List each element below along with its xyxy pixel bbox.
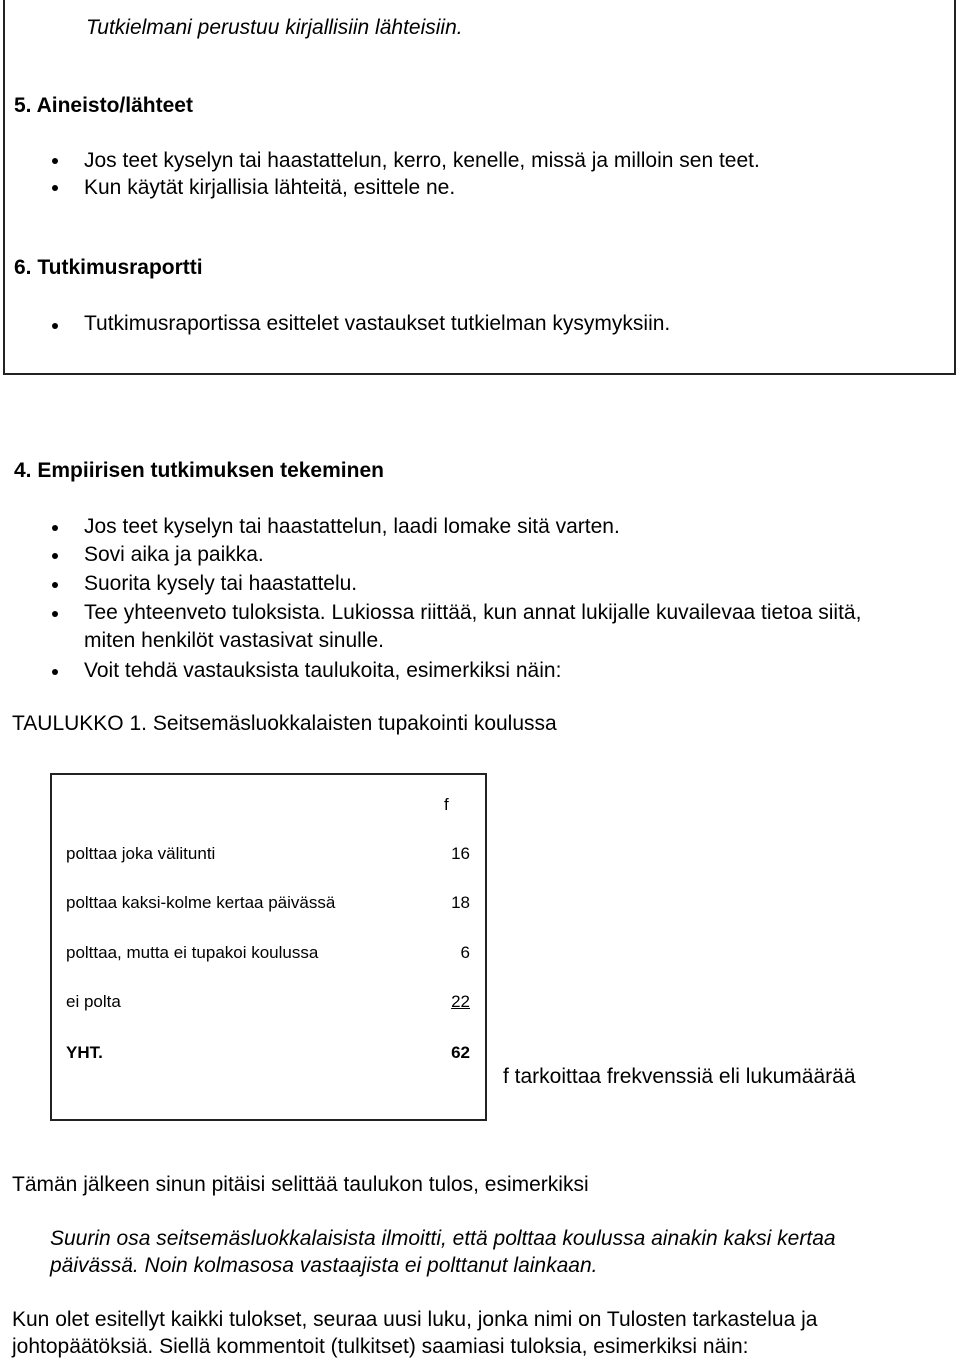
bullet-icon	[52, 553, 58, 559]
paragraph: johtopäätöksiä. Siellä kommentoit (tulkitset) saamiasi tuloksia, esimerkiksi näin:	[12, 1335, 749, 1358]
table-caption: TAULUKKO 1. Seitsemäsluokkalaisten tupakointi koulussa	[12, 712, 557, 735]
table-total-label: YHT.	[66, 1043, 103, 1062]
list-item: Sovi aika ja paikka.	[84, 543, 264, 566]
list-item: Voit tehdä vastauksista taulukoita, esimerkiksi näin:	[84, 659, 562, 682]
intro-text: Tutkielmani perustuu kirjallisiin lähteisiin.	[86, 16, 463, 39]
section-5-heading: 5. Aineisto/lähteet	[14, 94, 193, 117]
list-item: Tee yhteenveto tuloksista. Lukiossa riittää, kun annat lukijalle kuvailevaa tietoa siitä,	[84, 601, 862, 624]
bullet-icon	[52, 525, 58, 531]
table-row-value: 22	[451, 992, 470, 1011]
bullet-icon	[52, 611, 58, 617]
bullet-icon	[52, 185, 58, 191]
paragraph: Tämän jälkeen sinun pitäisi selittää taulukon tulos, esimerkiksi	[12, 1173, 589, 1196]
list-item: Kun käytät kirjallisia lähteitä, esittele ne.	[84, 176, 456, 199]
table-header-f: f	[444, 795, 449, 814]
section-4-heading: 4. Empiirisen tutkimuksen tekeminen	[14, 459, 384, 482]
bullet-icon	[52, 323, 58, 329]
table-note: f tarkoittaa frekvenssiä eli lukumäärää	[503, 1065, 856, 1088]
list-item: Jos teet kyselyn tai haastattelun, laadi lomake sitä varten.	[84, 515, 620, 538]
table-row-label: polttaa, mutta ei tupakoi koulussa	[66, 943, 319, 962]
list-item: Suorita kysely tai haastattelu.	[84, 572, 358, 595]
bullet-icon	[52, 582, 58, 588]
table-row-value: 6	[460, 943, 470, 962]
bullet-icon	[52, 669, 58, 675]
table-row-value: 16	[451, 844, 470, 863]
list-item-continuation: miten henkilöt vastasivat sinulle.	[84, 629, 384, 652]
list-item: Jos teet kyselyn tai haastattelun, kerro, kenelle, missä ja milloin sen teet.	[84, 149, 760, 172]
example-text: Suurin osa seitsemäsluokkalaisista ilmoitti, että polttaa koulussa ainakin kaksi kertaa	[50, 1227, 836, 1250]
table-row-label: ei polta	[66, 992, 121, 1011]
example-text: päivässä. Noin kolmasosa vastaajista ei polttanut lainkaan.	[50, 1254, 598, 1277]
table-row-label: polttaa joka välitunti	[66, 844, 216, 863]
section-6-heading: 6. Tutkimusraportti	[14, 256, 203, 279]
table-row-label: polttaa kaksi-kolme kertaa päivässä	[66, 893, 336, 912]
bullet-icon	[52, 158, 58, 164]
table-row-value: 18	[451, 893, 470, 912]
paragraph: Kun olet esitellyt kaikki tulokset, seuraa uusi luku, jonka nimi on Tulosten tarkastelua ja	[12, 1308, 818, 1331]
list-item: Tutkimusraportissa esittelet vastaukset tutkielman kysymyksiin.	[84, 312, 671, 335]
table-total-value: 62	[451, 1043, 470, 1062]
